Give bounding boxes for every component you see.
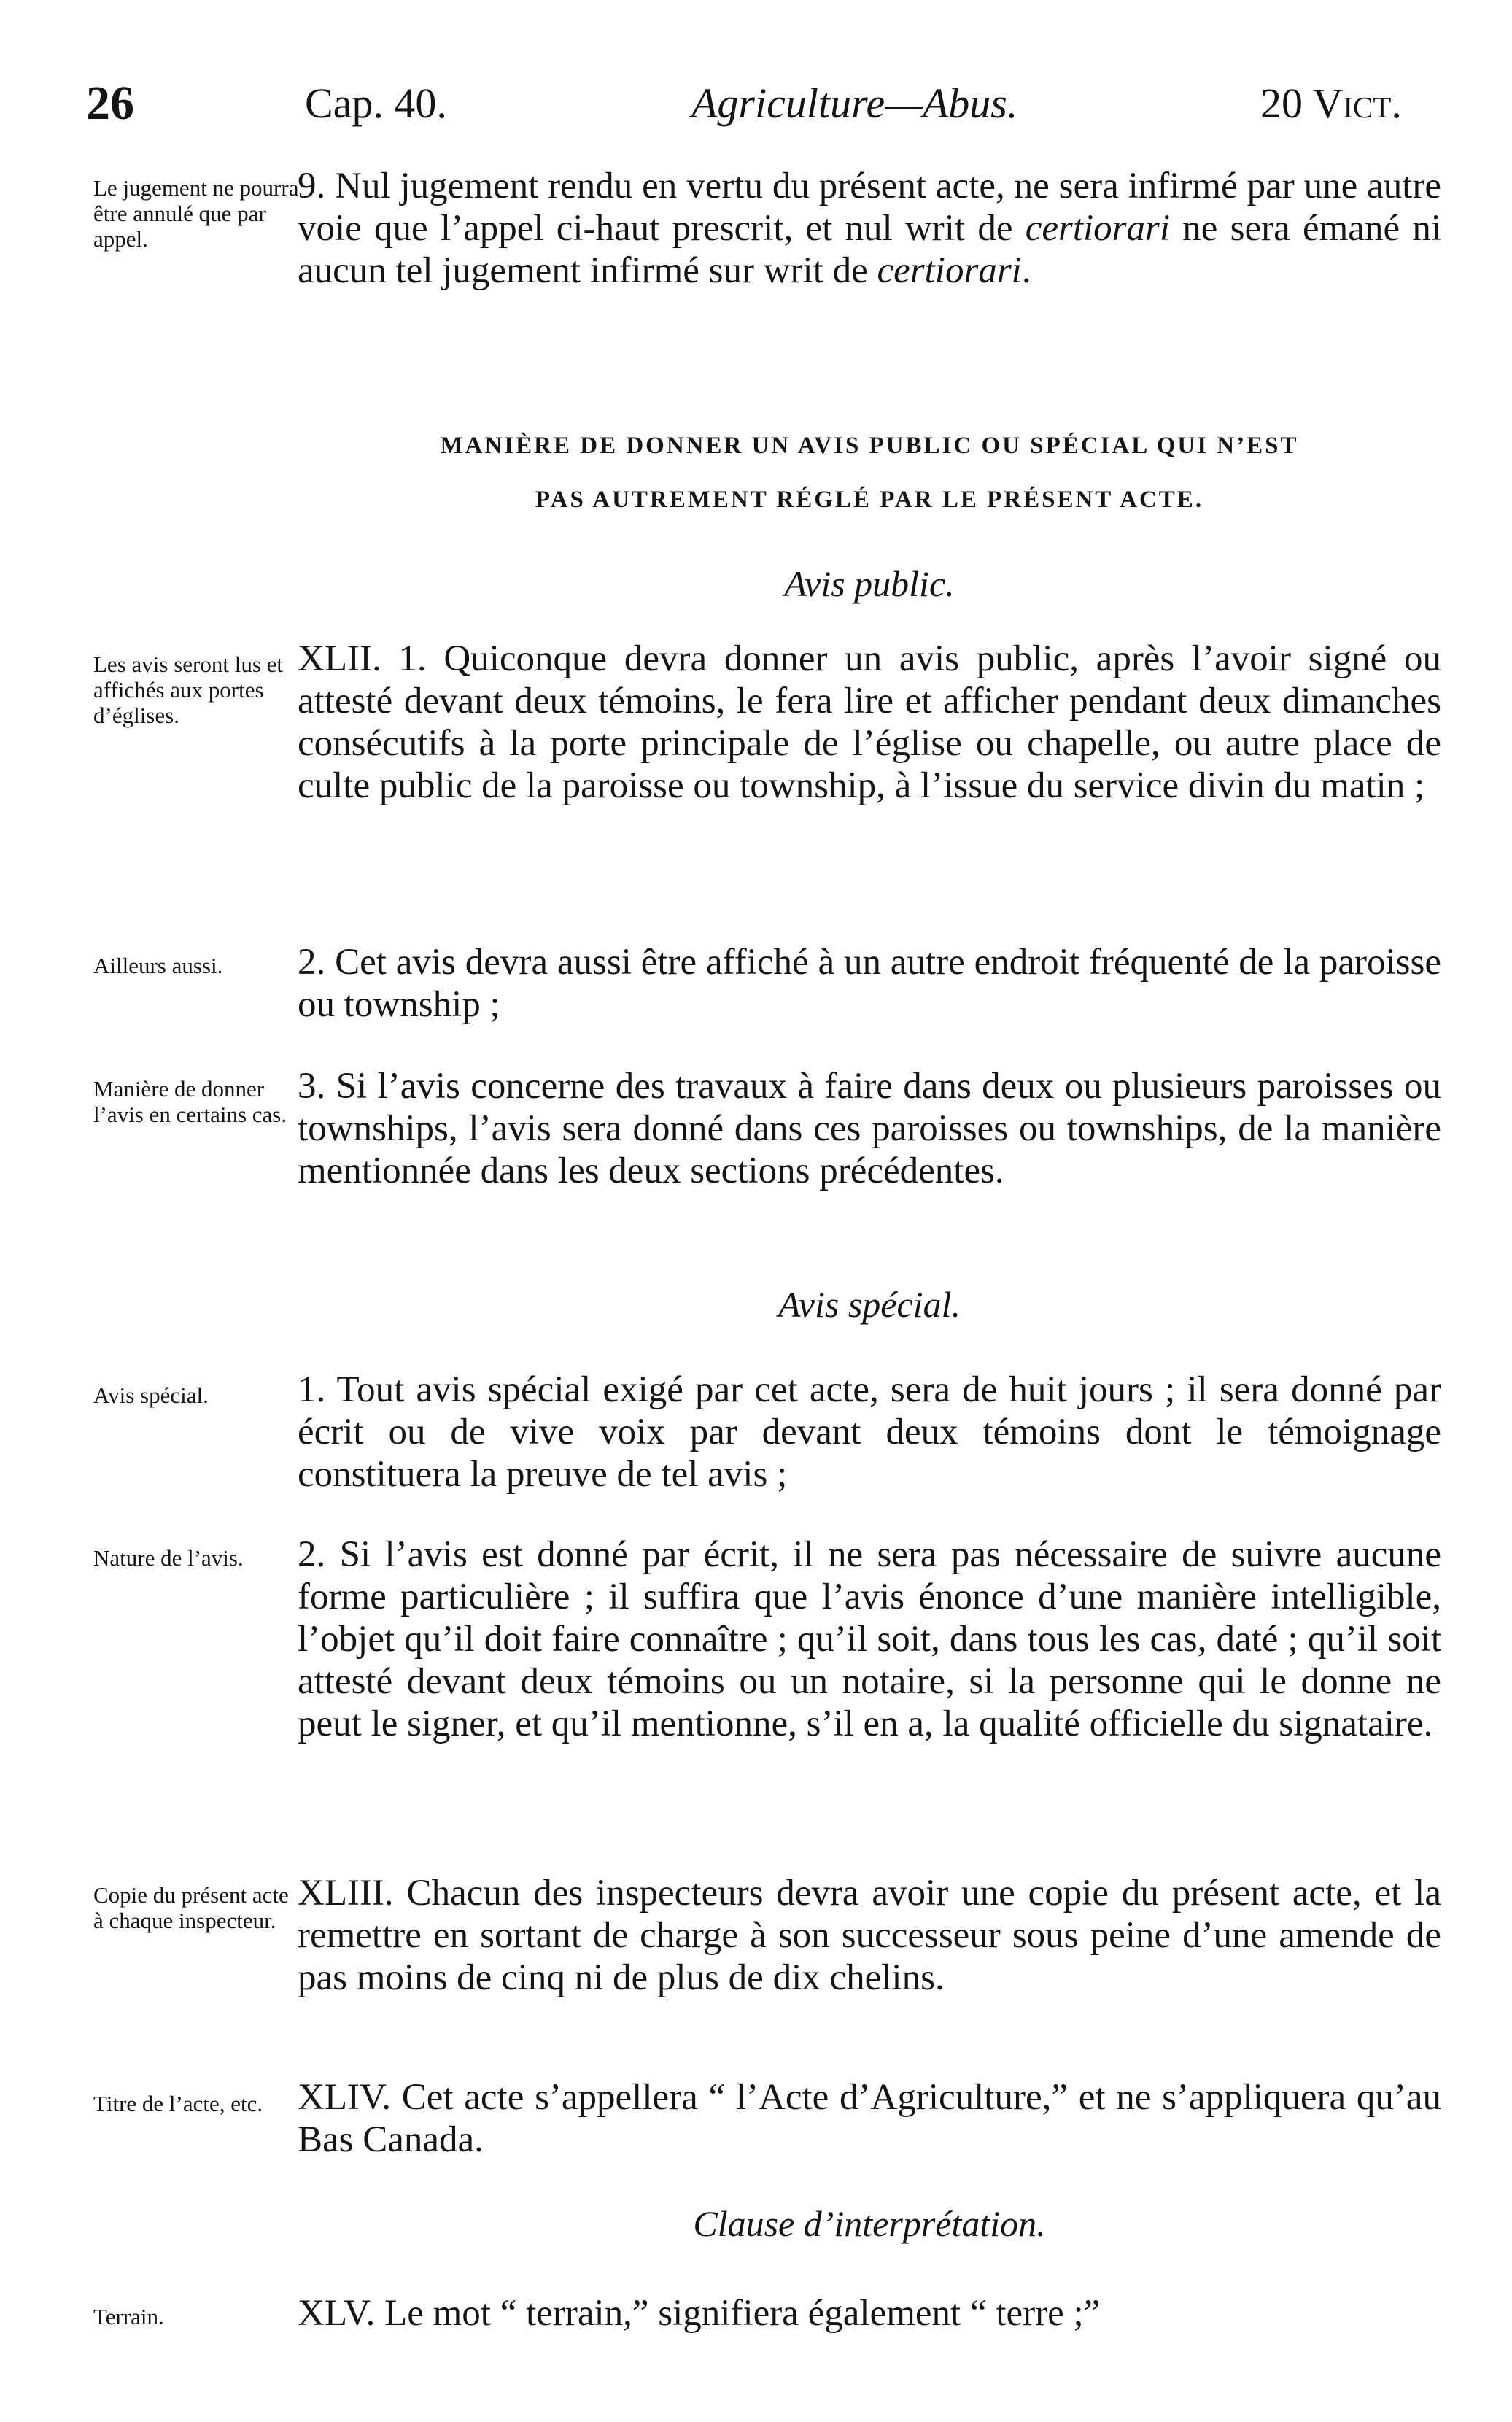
side-note-titre: Titre de l’acte, etc. <box>93 2091 263 2116</box>
section-text: Nul jugement rendu en vertu du présent acte, ne sera infirmé par une autre voie que l’appel ci-haut prescrit, et nul writ de <box>298 166 1442 249</box>
section-42-1 <box>298 638 1441 807</box>
section-number: XLII. 1. <box>298 638 427 679</box>
section-42-3 <box>298 1065 1441 1192</box>
section-45 <box>298 2292 1441 2334</box>
section-number: 2. <box>298 942 326 983</box>
section-text: ne sera émané ni aucun tel jugement infirmé sur writ de <box>298 208 1441 291</box>
subheading-avis-public: Avis public. <box>784 563 955 604</box>
section-number: XLV. <box>298 2293 376 2334</box>
side-note-avis-seront: Les avis seront lus et affichés aux portes d’églises. <box>93 651 284 728</box>
italic-term: certiorari <box>1025 208 1171 249</box>
section-text: Si l’avis est donné par écrit, il ne sera pas nécessaire de suivre aucune forme particulière ; il suffira que l’avis énonce d’une manière intelligible, l’objet qu’il doit faire connaître ; qu’il soit, dans tous les cas, daté ; qu’il soit attesté devant deux témoins ou un notaire, si la personne qui le donne ne peut le signer, et qu’il mentionne, s’il en a, la qualité officielle du signataire. <box>298 1534 1441 1744</box>
section-42-2 <box>298 941 1441 1026</box>
section-text: Cet avis devra aussi être affiché à un autre endroit fréquenté de la paroisse ou township ; <box>298 942 1442 1025</box>
section-number: 3. <box>298 1066 326 1107</box>
italic-term: certiorari <box>877 250 1022 291</box>
side-note-ailleurs: Ailleurs aussi. <box>93 953 223 978</box>
section-number: 1. <box>298 1369 326 1410</box>
subheading-clause: Clause d’interprétation. <box>693 2203 1046 2244</box>
section-text: Tout avis spécial exigé par cet acte, sera de huit jours ; il sera donné par écrit ou de vive voix par devant deux témoins dont le témoignage constituera la preuve de tel avis ; <box>298 1369 1441 1495</box>
side-note-copie: Copie du présent acte à chaque inspecteur. <box>93 1882 289 1933</box>
chapter-label: Cap. 40. <box>305 80 447 127</box>
side-note-nature: Nature de l’avis. <box>93 1545 244 1571</box>
section-text: Le mot “ terrain,” signifiera également “ terre ;” <box>384 2293 1101 2334</box>
section-9 <box>298 165 1441 292</box>
side-note-jugement: Le jugement ne pourra être annulé que par appel. <box>93 175 299 252</box>
section-number: 9. <box>298 166 326 206</box>
side-note-maniere: Manière de donner l’avis en certains cas. <box>93 1076 287 1127</box>
section-text: Chacun des inspecteurs devra avoir une copie du présent acte, et la remettre en sortant de charge à son successeur sous peine d’une amende de pas moins de cinq ni de plus de dix chelins. <box>298 1873 1441 1998</box>
section-number: XLIV. <box>298 2077 391 2118</box>
section-43 <box>298 1872 1441 1999</box>
subheading-avis-special: Avis spécial. <box>778 1284 961 1325</box>
heading-line-1: MANIÈRE DE DONNER UN AVIS PUBLIC OU SPÉCIAL QUI N’EST <box>440 433 1299 459</box>
section-text: Si l’avis concerne des travaux à faire dans deux ou plusieurs paroisses ou townships, l’avis sera donné dans ces paroisses ou townships, de la manière mentionnée dans les deux sections précédentes. <box>298 1066 1442 1191</box>
page-number: 26 <box>86 77 134 130</box>
side-note-avis-special: Avis spécial. <box>93 1382 209 1408</box>
section-number: 2. <box>298 1534 326 1575</box>
running-title: Agriculture—Abus. <box>691 80 1018 127</box>
section-text: Quiconque devra donner un avis public, après l’avoir signé ou attesté devant deux témoins, le fera lire et afficher pendant deux dimanches consécutifs à la porte principale de l’église ou chapelle, ou autre place de culte public de la paroisse ou township, à l’issue du service divin du matin ; <box>298 638 1442 806</box>
special-2 <box>298 1533 1441 1745</box>
section-44 <box>298 2076 1441 2161</box>
section-text: Cet acte s’appellera “ l’Acte d’Agriculture,” et ne s’appliquera qu’au Bas Canada. <box>298 2077 1442 2160</box>
regnal-year: 20 Vict. <box>1260 80 1402 127</box>
section-text: . <box>1021 250 1031 291</box>
side-note-terrain: Terrain. <box>93 2304 164 2329</box>
heading-line-2: PAS AUTREMENT RÉGLÉ PAR LE PRÉSENT ACTE. <box>535 487 1204 513</box>
special-1 <box>298 1369 1441 1496</box>
section-number: XLIII. <box>298 1873 394 1914</box>
